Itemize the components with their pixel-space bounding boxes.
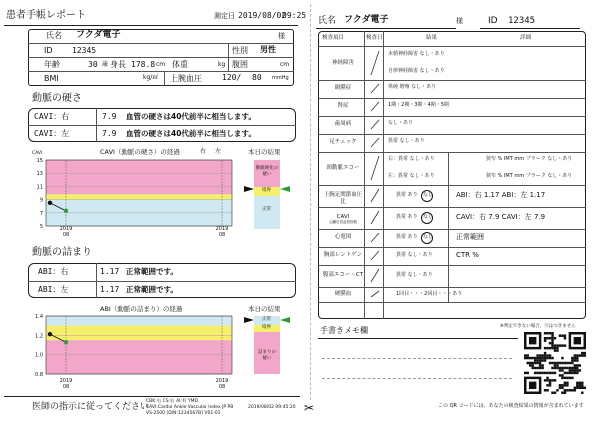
abi-zone-normal-label: 正常 [262, 317, 271, 322]
row-divider [318, 229, 586, 230]
exam-result-circled-6: なし [423, 192, 434, 198]
slash-icon [368, 210, 383, 226]
slash-icon [368, 232, 383, 244]
slash-icon [368, 119, 383, 131]
row-divider [318, 265, 586, 266]
date-label: 測定日 [214, 12, 235, 20]
exam-detail-5-0: 狭窄 % IMT mm プラーク なし・あり [486, 156, 573, 162]
header-divider [318, 46, 586, 47]
exam-result-8: 異常 あり [396, 234, 418, 240]
right-patient-id: 12345 [508, 16, 536, 26]
abi-point-right [64, 340, 68, 344]
exam-result-circled-7: なし [423, 214, 434, 220]
abi-today-marker-right [280, 317, 290, 323]
waist-unit: cm [280, 61, 290, 68]
cavi-chart-title: CAVI（動脈の硬さ）の経過 [100, 148, 180, 156]
abi-point-left [48, 332, 52, 336]
abi-left-text: 正常範囲です。 [126, 285, 178, 294]
abi-today-title: 本日の結果 [248, 305, 281, 313]
exam-item-8: 心電図 [334, 234, 352, 240]
cavi-xtick-year: 2019 [59, 226, 73, 232]
height-value: 178.8 [131, 60, 156, 69]
bp-label: 上腕血圧 [170, 74, 202, 83]
abi-ytick: 1.2 [35, 333, 43, 340]
cavi-right-value: 7.9 [102, 112, 117, 121]
row-divider [318, 116, 586, 117]
row-divider [318, 98, 586, 99]
id-label: ID [44, 46, 53, 55]
row-divider [318, 207, 586, 208]
exam-item-0: 神経障害 [331, 59, 354, 66]
exam-result-11: 1回目・・・2回目・・・あり [396, 290, 463, 297]
abi-zone-clog-label: 詰まりの疑い [258, 350, 276, 361]
cavi-ytick: 5 [39, 224, 43, 230]
abi-ytick: 0.8 [35, 372, 43, 378]
exam-result-6: 異常 あり [396, 192, 418, 198]
abi-zone-boundary [46, 326, 232, 341]
cavi-ytick: 11 [36, 184, 43, 191]
exam-detail-text-8: 正常範囲 [456, 233, 484, 241]
cavi-zone-abnormal-label: 動脈硬化の疑い [255, 166, 279, 177]
exam-result-10: 異常 なし・あり [396, 272, 433, 278]
cut-line [310, 4, 311, 400]
slash-icon [368, 290, 383, 299]
cavi-ytick: 15 [36, 158, 43, 164]
row-divider [318, 302, 586, 303]
slash-icon [368, 137, 383, 149]
detail-divider [448, 265, 449, 287]
qr-note: ※判定できない場合、Ⓢはつきません [500, 324, 576, 329]
abi-right-text: 正常範囲です。 [126, 267, 178, 276]
slash-icon [368, 250, 383, 262]
exam-sub-5-1: 左：異常 なし・あり [388, 172, 435, 179]
exam-item-10: 腹部エコー・CT [322, 272, 364, 278]
exam-sub-4-0: 異常 なし・あり [388, 138, 425, 144]
cavi-legend-right: 右 [200, 148, 207, 155]
device-info-3: VS-2500 [D/N:1234567B] V01-01 [146, 411, 221, 416]
weight-label: 体重 [172, 60, 188, 69]
cavi-y-title: CAVI [32, 151, 43, 156]
slash-icon [368, 83, 383, 95]
abi-zone-boundary-label: 境界 [262, 325, 271, 330]
cavi-right-text: 血管の硬さは40代前半に相当します。 [126, 112, 256, 121]
exam-item-9: 胸部レントゲン [323, 252, 363, 258]
cavi-ytick: 9 [39, 197, 43, 204]
exam-sub-0-0: 末梢神経障害 なし・あり [388, 51, 445, 57]
detail-divider [448, 247, 449, 265]
waist-label: 腹囲 [232, 60, 248, 69]
exam-item-1: 網膜症 [334, 85, 352, 91]
detail-divider [448, 287, 449, 302]
detail-divider [448, 207, 449, 229]
exam-detail-5-1: 狭窄 % IMT mm プラーク なし・あり [486, 172, 573, 179]
abi-chart-title: ABI（動脈の詰まり）の経過 [100, 305, 183, 313]
cavi-ytick: 13 [36, 171, 43, 178]
device-info-2: CAVI:Cardio Ankle Vascular Index JP PB [146, 405, 234, 410]
abi-left-label: ABI：左 [38, 285, 69, 294]
memo-title: 手書きメモ欄 [320, 326, 368, 335]
exam-detail-text-7: CAVI：右 7.9 CAVI：左 7.9 [456, 213, 546, 221]
cavi-zone-normal-label: 正常 [262, 207, 271, 212]
detail-divider [448, 229, 449, 247]
qr-code [524, 332, 586, 394]
exam-detail-text-9: CTR % [456, 251, 479, 259]
height-unit: cm [156, 61, 166, 68]
cavi-today-title: 本日の結果 [248, 148, 281, 156]
right-honorific: 様 [456, 17, 463, 25]
cavi-xtick-month: 08 [62, 232, 70, 238]
abi-right-label: ABI：右 [38, 267, 69, 276]
slash-icon [368, 50, 383, 77]
abi-left-value: 1.17 [100, 285, 120, 294]
exam-item-5: 頸動脈エコー [326, 164, 360, 171]
abi-today-marker-left [244, 317, 254, 323]
exam-result-9: 異常 なし・あり [396, 252, 433, 258]
patient-id: 12345 [72, 46, 97, 55]
exam-item-sub-7: 心臓足首血管指数 [329, 220, 357, 224]
cavi-xtick-year: 2019 [215, 226, 229, 232]
exam-detail-text-6: ABI：右 1.17 ABI：左 1.17 [456, 191, 546, 199]
cavi-right-label: CAVI：右 [34, 112, 70, 121]
sex-value: 男性 [260, 45, 276, 54]
cavi-zone-boundary-label: 境界 [262, 188, 271, 193]
abi-right-value: 1.17 [100, 267, 120, 276]
abi-ytick: 1.4 [35, 314, 43, 320]
slash-icon [368, 268, 383, 284]
right-name-label: 氏名 [318, 16, 337, 26]
abi-xtick-year: 2019 [215, 378, 229, 384]
right-patient-name: フクダ電子 [344, 15, 389, 25]
exam-item-4: 足チェック [329, 139, 357, 145]
doctor-instruction: 医師の指示に従ってください [32, 402, 150, 412]
exam-result-circled-8: なし [423, 234, 434, 240]
exam-sub-3-0: なし・あり [388, 120, 414, 126]
abi-xtick-month: 08 [218, 384, 226, 390]
bmi-label: BMI [44, 74, 59, 83]
abi-zone-clog [46, 340, 232, 374]
row-divider [318, 134, 586, 135]
sex-label: 性別 [232, 46, 248, 55]
detail-divider [448, 152, 449, 185]
print-date: 2019/08/02 09:45:20 [248, 405, 296, 410]
measure-date: 2019/08/02 [238, 11, 287, 20]
clog-title: 動脈の詰まり [32, 247, 92, 258]
slash-icon [368, 155, 383, 182]
patient-name: フクダ電子 [76, 30, 121, 40]
qr-caption: この QR コードには、あなたの検査結果の情報が含まれています [438, 403, 584, 409]
exam-sub-1-0: 単純 増殖 なし・あり [388, 84, 437, 90]
exam-item-6: 上腕足関節血圧比 [323, 192, 363, 205]
scissors-icon: ✂ [304, 401, 315, 415]
slash-icon [368, 188, 383, 204]
abi-ytick: 1.0 [35, 352, 43, 359]
cavi-legend-left: 左 [215, 148, 222, 155]
col-item: 検査項目 [322, 35, 345, 41]
slash-icon [368, 101, 383, 113]
weight-unit: kg [218, 61, 226, 68]
exam-sub-0-1: 自律神経障害 なし・あり [388, 67, 445, 74]
honorific: 様 [278, 32, 285, 40]
col-detail: 詳細 [520, 35, 532, 41]
report-title: 患者手帳レポート [6, 10, 86, 21]
age-label: 年齢 [44, 60, 60, 69]
cavi-left-text: 血管の硬さは40代前半に相当します。 [126, 129, 256, 138]
row-divider [318, 247, 586, 248]
device-info-1: CBK:右 CS:右 AI:有 YMD [146, 399, 199, 404]
cavi-xtick-month: 08 [218, 232, 226, 238]
exam-item-7: CAVI [336, 214, 350, 220]
exam-sub-5-0: 右：異常 なし・あり [388, 156, 435, 162]
row-divider [318, 152, 586, 153]
abi-xtick-year: 2019 [59, 378, 73, 384]
bp-diastolic: 80 [252, 73, 262, 82]
height-label: 身長 [110, 60, 126, 69]
col-date: 検査日 [366, 35, 383, 41]
age-value: 30 [88, 60, 98, 69]
bmi-unit: kg/㎡ [143, 74, 159, 81]
right-id-label: ID [488, 16, 498, 26]
cavi-left-value: 7.9 [102, 129, 117, 138]
exam-result-7: 異常 あり [396, 214, 418, 220]
measure-time: 09:25 [282, 11, 307, 20]
row-divider [318, 185, 586, 186]
cavi-left-label: CAVI：左 [34, 129, 70, 138]
row-divider [318, 287, 586, 288]
detail-divider [448, 185, 449, 207]
stiffness-title: 動脈の硬さ [32, 93, 82, 104]
bp-unit: mmHg [272, 75, 289, 81]
abi-xtick-month: 08 [62, 384, 70, 390]
exam-item-2: 腎症 [337, 103, 349, 109]
bp-systolic: 120/ [222, 73, 242, 82]
exam-sub-2-0: 1期・2期・3期・4期・5期 [388, 102, 449, 108]
exam-item-11: 硬膜血 [334, 290, 352, 297]
col-result: 結果 [426, 35, 438, 41]
name-label: 氏名 [46, 31, 62, 40]
cavi-ytick: 7 [39, 210, 43, 217]
abi-zone-normal [46, 316, 232, 326]
age-unit: 歳 [102, 61, 109, 68]
exam-item-3: 歯周病 [334, 121, 352, 127]
row-divider [318, 80, 586, 81]
